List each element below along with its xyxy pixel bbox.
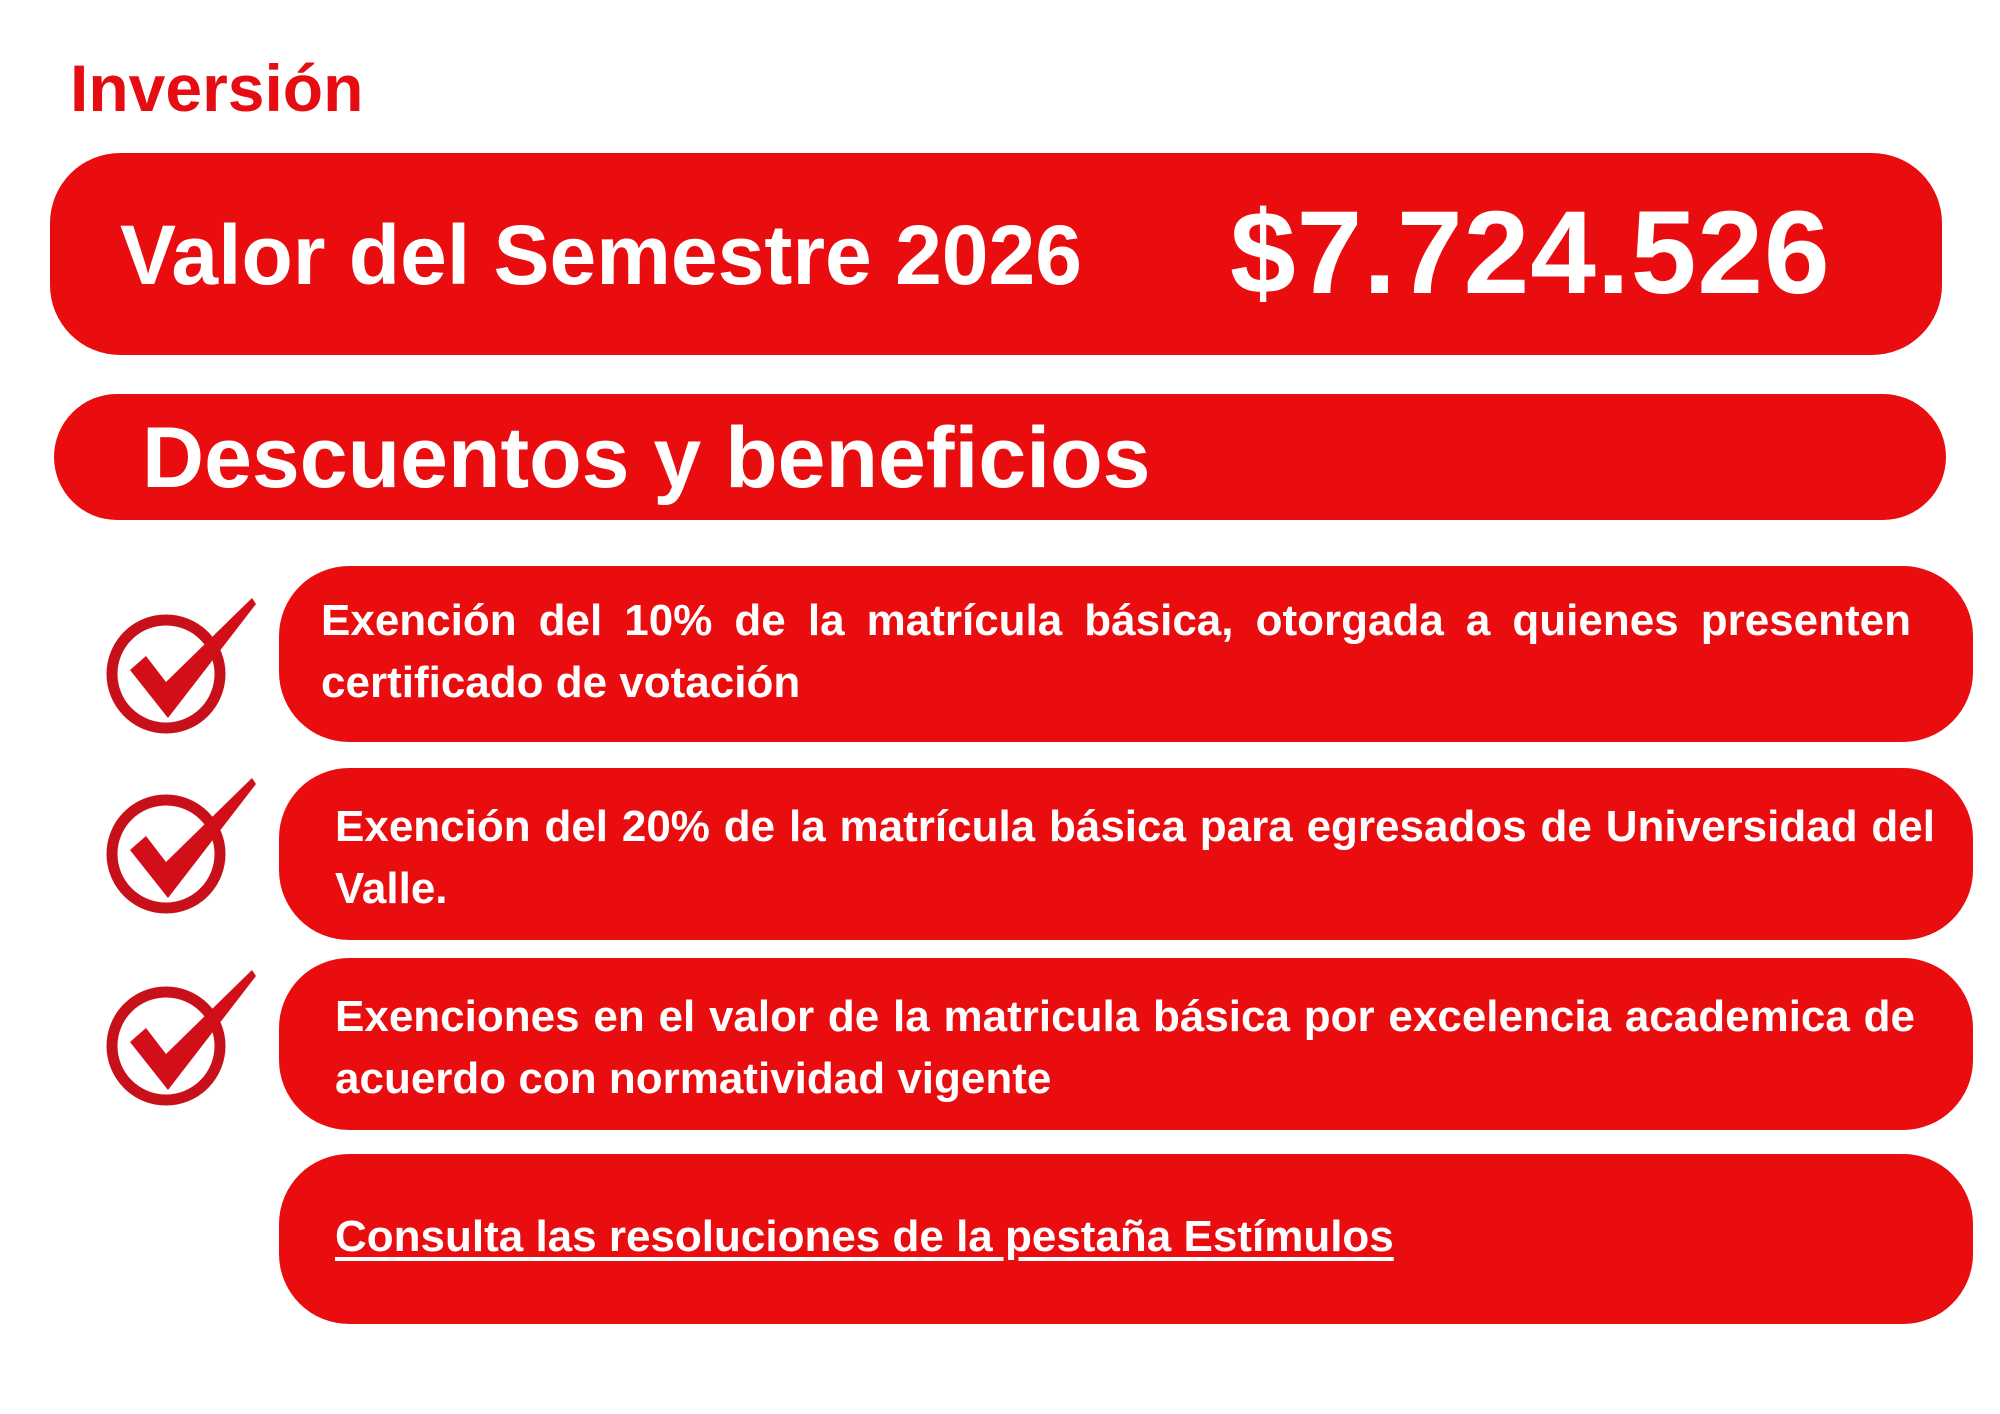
page-heading: Inversión: [70, 51, 364, 125]
check-circle-icon: [102, 590, 262, 740]
benefits-section-banner: [54, 394, 1946, 520]
benefit-item: [279, 958, 1973, 1130]
benefit-item: [279, 566, 1973, 742]
benefit-text: Exención del 20% de la matrícula básica para egresados de Universidad del Valle.: [335, 802, 1935, 913]
resolutions-link[interactable]: Consulta las resoluciones de la pestaña Estímulos: [335, 1212, 1394, 1261]
price-value: $7.724.526: [1230, 187, 1831, 319]
benefit-text: Exenciones en el valor de la matricula básica por excelencia academica de acuerdo con normatividad vigente: [335, 992, 1915, 1103]
resolutions-link-banner: [279, 1154, 1973, 1324]
semester-price-banner: [50, 153, 1942, 355]
check-circle-icon: [102, 770, 262, 920]
benefit-text: Exención del 10% de la matrícula básica, otorgada a quienes presenten certificado de votación: [321, 596, 1911, 707]
check-circle-icon: [102, 962, 262, 1112]
section-title: Descuentos y beneficios: [142, 410, 1151, 506]
price-label: Valor del Semestre 2026: [120, 208, 1082, 302]
benefit-item: [279, 768, 1973, 940]
